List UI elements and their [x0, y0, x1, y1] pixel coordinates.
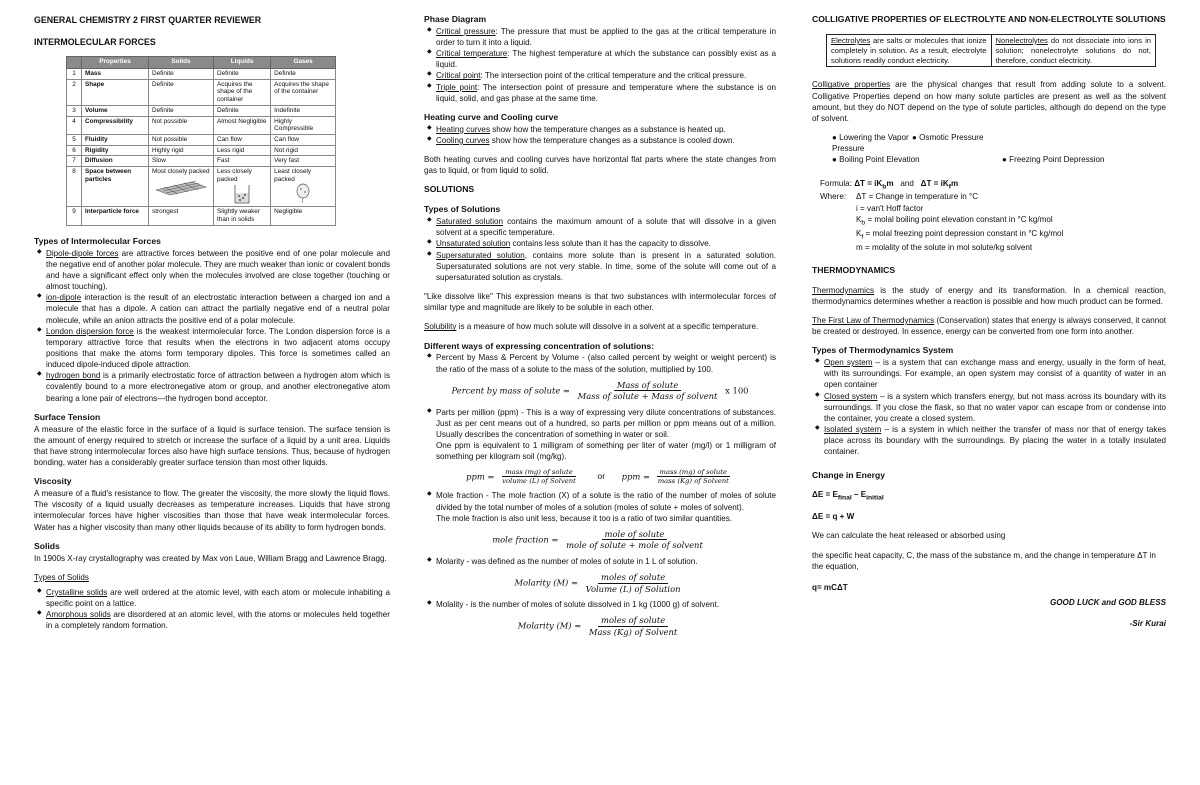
heating-text: Both heating curves and cooling curves have horizontal flat parts where the state changes from gas to liquid, or from liquid to solid.: [424, 155, 776, 176]
list-item: ● Lowering the Vapor Pressure: [832, 133, 909, 154]
term: ion-dipole: [46, 293, 82, 303]
formula-lhs: ppm =: [621, 471, 651, 481]
list-item: [46, 370, 390, 403]
gas-cell: Indefinite: [271, 105, 336, 116]
solutions-heading: SOLUTIONS: [424, 184, 475, 195]
formula-fp: [920, 178, 959, 191]
eq-sub: final: [837, 494, 852, 502]
term: Isolated system: [824, 425, 882, 435]
property-cell: Diffusion: [82, 156, 149, 167]
definition: is the weakest intermolecular force. The London dispersion force is a temporary attractive force that results when the electrons in two adjacent atoms occupy positions that make the atoms form temporary dipoles. This force is sometimes called an induced dipole-induced dipole attraction.: [46, 326, 390, 370]
formula-lhs: ppm =: [466, 471, 495, 481]
solid-cell: Definite: [149, 69, 214, 80]
definition: interaction is the result of an electrostatic interaction between a charged ion and a molecule that has a dipole. A cation can attract the partially negative end of a neutral polar molecule, while an anion attracts the positive end of a polar molecule.: [46, 293, 390, 325]
row-number: 3: [67, 105, 82, 116]
row-number: 8: [67, 166, 82, 206]
solids-heading: Solids: [34, 540, 60, 551]
numerator: mass (mg) of solute: [657, 468, 731, 477]
list-item: [436, 216, 776, 238]
property-cell: Fluidity: [82, 134, 149, 145]
first-law-text: [812, 315, 1166, 337]
definition: : The intersection point of pressure and temperature where the substance is on liquid, solid, and gas phase at the same time.: [436, 82, 776, 103]
colligative-properties-list: [812, 132, 1166, 165]
document-title: GENERAL CHEMISTRY 2 FIRST QUARTER REVIEWER: [34, 15, 262, 25]
liquid-cell: [214, 166, 271, 206]
formula-sub: b: [882, 183, 887, 191]
solid-cell-text: Most closely packed: [152, 167, 210, 175]
denominator: Volume (L) of Solution: [585, 583, 681, 594]
list-item: [824, 357, 1166, 390]
mole-fraction-formula: [424, 529, 776, 551]
solid-cell: strongest: [149, 207, 214, 225]
colligative-text: [812, 79, 1166, 124]
fraction: [583, 572, 684, 594]
gas-cell: Negligible: [271, 207, 336, 225]
term: Cooling curves: [436, 135, 490, 145]
numerator: moles of solute: [598, 615, 668, 627]
gas-cell: Can flow: [271, 134, 336, 145]
property-cell: Volume: [82, 105, 149, 116]
cp-row: [832, 154, 1166, 165]
where-block: [820, 191, 1166, 252]
ppm-formulas: [424, 468, 776, 486]
term: Supersaturated solution: [436, 250, 525, 260]
property-cell: Interparticle force: [82, 207, 149, 225]
formula-lhs: Molarity (M) =: [514, 577, 578, 588]
denominator: mass (Kg) of Solvent: [657, 477, 729, 485]
table-header-cell: [67, 57, 82, 69]
liquid-cell: Less rigid: [214, 145, 271, 156]
term: Critical pressure: [436, 26, 496, 36]
thermodynamics-text: [812, 285, 1166, 307]
liquid-cell: Definite: [214, 69, 271, 80]
term: Crystalline solids: [46, 587, 108, 597]
heat-text-1: We can calculate the heat released or absorbed using: [812, 531, 1006, 541]
formula-lhs: Molarity (M) =: [517, 620, 582, 631]
formula-part: ΔT = iK: [854, 178, 883, 188]
definition: : The intersection point of the critical temperature and the critical pressure.: [480, 71, 747, 81]
heat-equation: q= mCΔT: [812, 582, 848, 592]
percent-mass-formula: [424, 380, 776, 402]
molarity-formula: [424, 572, 776, 594]
states-of-matter-table: [66, 56, 336, 225]
row-number: 7: [67, 156, 82, 167]
liquid-beaker-illustration: [217, 183, 267, 205]
table-row: [67, 79, 336, 105]
term: Critical point: [436, 71, 481, 81]
heating-curve-heading: Heating curve and Cooling curve: [424, 111, 559, 122]
row-number: 5: [67, 134, 82, 145]
formula-bp: [854, 178, 894, 191]
column-right: [812, 14, 1166, 785]
nonelectrolyte-cell: [991, 34, 1156, 67]
electrolyte-table: [826, 34, 1156, 68]
change-energy-heading: Change in Energy: [812, 469, 886, 480]
formula-lhs: mole fraction =: [492, 534, 559, 545]
column-middle: [424, 14, 776, 785]
definition: , contains more solute than is present in a saturated solution. Supersaturated solutions are not very stable. In time, some of the solute will come out of a supersaturated solution as crystals.: [436, 250, 776, 282]
property-cell: Mass: [82, 69, 149, 80]
formula-block: [812, 178, 1166, 253]
row-number: 4: [67, 116, 82, 134]
concentration-heading: Different ways of expressing concentration of solutions:: [424, 340, 655, 351]
numerator: Mass of solute: [614, 380, 681, 392]
solubility-text: [424, 321, 776, 332]
table-header-cell: Properties: [82, 57, 149, 69]
where-item: [856, 228, 1063, 242]
gas-cell-text: Least closely packed: [274, 167, 312, 183]
definition: contains the maximum amount of a solute that will dissolve in a given solvent at a specific temperature.: [436, 217, 777, 238]
list-item: ● Boiling Point Elevation: [832, 155, 920, 165]
surface-tension-heading: Surface Tension: [34, 411, 101, 422]
gas-cell: [271, 166, 336, 206]
term: Heating curves: [436, 124, 490, 134]
like-dissolve-text: "Like dissolve like" This expression means is that two substances with intermolecular forces of similar type and magnitude are likely to be soluble in each other.: [424, 292, 776, 313]
row-number: 6: [67, 145, 82, 156]
thermodynamics-heading: THERMODYNAMICS: [812, 264, 896, 275]
table-header-cell: Solids: [149, 57, 214, 69]
term: The First Law of Thermodynamics: [812, 315, 935, 325]
gas-cell: Definite: [271, 69, 336, 80]
viscosity-heading: Viscosity: [34, 476, 72, 487]
table-header-cell: Liquids: [214, 57, 271, 69]
denominator: Mass (Kg) of Solvent: [588, 626, 678, 637]
heating-list: [424, 124, 776, 146]
row-number: 1: [67, 69, 82, 80]
viscosity-text: A measure of a fluid's resistance to flow. The greater the viscosity, the more slowly the liquid flows. The viscosity of a liquid usually decreases as temperature increases. Liquids that have strong intermolecular forces have higher viscosities than those that have weak intermolecular forces. Water has a higher viscosity than many other liquids because of its ability to form hydrogen bonds.: [34, 489, 390, 532]
where-item: m = molality of the solute in mol solute/kg solvent: [856, 242, 1033, 252]
table-row: [67, 105, 336, 116]
list-item: [46, 609, 390, 631]
eq-sub: initial: [866, 494, 884, 502]
fraction: [499, 468, 579, 486]
row-number: 2: [67, 79, 82, 105]
formula-sub: f: [948, 183, 951, 191]
fraction: [575, 380, 721, 402]
term: Closed system: [824, 391, 878, 401]
delta-e-equation-1: [812, 489, 1166, 503]
gas-cell: Highly Compressible: [271, 116, 336, 134]
gas-cell: Very fast: [271, 156, 336, 167]
eq-part: ΔE = E: [812, 490, 838, 500]
term: Nonelectrolytes: [995, 35, 1048, 45]
list-item: ● Freezing Point Depression: [1002, 155, 1105, 165]
where-item: ΔT = Change in temperature in °C: [856, 192, 979, 202]
list-item: [436, 352, 776, 374]
cp-label: Lowering the Vapor Pressure: [832, 133, 909, 154]
definition: (Conservation) states that energy is always conserved, it cannot be created or destroyed. In essence, energy can be converted from one form into another.: [812, 315, 1166, 337]
numerator: moles of solute: [598, 572, 668, 584]
definition: are the physical changes that result from adding solute to a solvent. Colligative Properties depend on how many solute particles are present as well as the solvent amount, but they do NOT depend on the type of solute particles, although do depend on the type of solvent.: [812, 80, 1166, 123]
liquid-cell: Fast: [214, 156, 271, 167]
definition: are salts or molecules that ionize completely in solution. As a result, electrolyte solutions readily conduct electricity.: [831, 35, 987, 65]
term: Open system: [824, 358, 873, 368]
types-solids-heading: Types of Solids: [34, 572, 89, 582]
table-row: [67, 156, 336, 167]
definition: Molality - is the number of moles of solute dissolved in 1 kg (1000 g) of solvent.: [436, 600, 719, 610]
list-item: [436, 407, 776, 440]
molality-list: [424, 599, 776, 610]
list-item: [436, 48, 776, 70]
definition: are disordered at an atomic level, with the atoms or molecules held together in a completely random formation.: [46, 610, 390, 631]
list-item: [46, 292, 390, 325]
list-item: [436, 82, 776, 104]
property-cell: Rigidity: [82, 145, 149, 156]
list-item: [436, 599, 776, 610]
fraction: [655, 468, 732, 486]
liquid-cell: Acquires the shape of the container: [214, 79, 271, 105]
solid-cell: Not possible: [149, 134, 214, 145]
table-row: [67, 166, 336, 206]
column-left: [34, 14, 390, 785]
definition: contains less solute than it has the capacity to dissolve.: [510, 239, 711, 249]
definition: do not dissociate into ions in solution; nonelectrolyte solutions do not, therefore, conduct electricity.: [995, 35, 1151, 65]
ppm-list: [424, 407, 776, 440]
term: Colligative properties: [812, 80, 891, 90]
delta-e-equation-2: ΔE = q + W: [812, 512, 855, 522]
types-solutions-heading: Types of Solutions: [424, 204, 501, 215]
cp-label: Osmotic Pressure: [919, 133, 984, 143]
list-item: [824, 424, 1166, 457]
solids-list: [34, 587, 390, 632]
term: Unsaturated solution: [436, 239, 511, 249]
solid-cell: Definite: [149, 79, 214, 105]
list-item: [436, 26, 776, 48]
concentration-list: [424, 352, 776, 374]
where-sub: f: [861, 233, 864, 241]
term: Electrolytes: [831, 35, 871, 45]
gas-cell: Acquires the shape of the container: [271, 79, 336, 105]
definition: show how the temperature changes as a substance is cooled down.: [489, 135, 735, 145]
electrolyte-cell: [827, 34, 992, 67]
liquid-cell: Definite: [214, 105, 271, 116]
property-cell: Shape: [82, 79, 149, 105]
denominator: Mass of solute + Mass of solvent: [577, 391, 718, 402]
table-row: [67, 116, 336, 134]
definition: is the study of energy and its transformation. In a chemical reaction, thermodynamics determines whether a reaction is possible and how much product can be formed.: [812, 285, 1166, 306]
numerator: mole of solute: [602, 529, 668, 541]
term: Critical temperature: [436, 49, 508, 59]
formula-and: and: [900, 178, 914, 188]
formula-tail: x 100: [725, 385, 749, 396]
list-item: [46, 248, 390, 293]
list-item: [436, 70, 776, 81]
cp-row: [832, 132, 1166, 154]
phase-diagram-heading: Phase Diagram: [424, 14, 487, 24]
table-row: [67, 69, 336, 80]
definition: : The highest temperature at which the substance can possibly exist as a liquid.: [436, 49, 777, 70]
formula-part: m: [950, 178, 959, 188]
list-item: [436, 490, 776, 512]
solid-cell: Not possible: [149, 116, 214, 134]
definition: are well ordered at the atomic level, with each atom or molecule inhabiting a specific point on a lattice.: [46, 587, 390, 609]
colligative-heading: COLLIGATIVE PROPERTIES OF ELECTROLYTE AND NON-ELECTROLYTE SOLUTIONS: [812, 14, 1166, 24]
liquid-cell-text: Less closely packed: [217, 167, 252, 183]
types-system-heading: Types of Thermodynamics System: [812, 345, 954, 356]
types-imf-heading: Types of Intermolecular Forces: [34, 235, 161, 246]
term: Triple point: [436, 82, 478, 92]
signature: -Sir Kurai: [1129, 619, 1166, 629]
definition: is a primarily electrostatic force of attraction between a hydrogen atom which is covalently bound to a more electronegative atom or group, and another electronegative atom bearing a lone pair of electrons—the hydrogen bond acceptor.: [46, 371, 390, 403]
system-list: [812, 357, 1166, 457]
list-item: [46, 587, 390, 609]
formula-part: m: [886, 178, 894, 188]
term: Thermodynamics: [812, 285, 875, 295]
list-item: [436, 556, 776, 567]
where-label: Where:: [820, 192, 847, 202]
term: Solubility: [424, 322, 457, 332]
term: hydrogen bond: [46, 371, 101, 381]
denominator: mole of solute + mole of solvent: [566, 540, 703, 551]
definition: show how the temperature changes as a substance is heated up.: [490, 124, 726, 134]
formula-label: Formula:: [820, 178, 852, 188]
fraction: [586, 615, 680, 637]
definition: – is a system in which neither the transfer of mass nor that of energy takes place across its boundary with the surroundings. By placing the water in a totally insulated container.: [824, 425, 1166, 457]
cp-label: Freezing Point Depression: [1009, 155, 1105, 165]
where-text: = molal boiling point elevation constant in °C kg/mol: [865, 214, 1053, 224]
good-luck-text: GOOD LUCK and GOD BLESS: [1049, 598, 1166, 608]
denominator: volume (L) of Solvent: [502, 477, 576, 485]
table-header-row: [67, 57, 336, 69]
list-item: [436, 135, 776, 146]
where-text: = molal freezing point depression constant in °C kg/mol: [863, 228, 1064, 238]
where-symbol: K: [856, 228, 862, 238]
list-item: [46, 326, 390, 371]
mole-text-2: The mole fraction is also unit less, because it too is a ratio of two similar quantities.: [436, 513, 733, 523]
imf-list: [34, 248, 390, 404]
property-cell: Space between particles: [82, 166, 149, 206]
definition: – is a system which transfers energy, but not mass across its boundary with its surroundings. If you close the flask, so that no water vapor can escape from or condense into the container, you create a closed system.: [824, 391, 1167, 423]
solid-cell: Slow: [149, 156, 214, 167]
list-item: [436, 124, 776, 135]
solid-cell: Highly rigid: [149, 145, 214, 156]
molarity-list: [424, 556, 776, 567]
where-symbol: K: [856, 214, 862, 224]
solid-cell: [149, 166, 214, 206]
mole-fraction-list: [424, 490, 776, 512]
formula-lhs: Percent by mass of solute =: [451, 385, 570, 396]
numerator: mass (mg) of solute: [502, 468, 576, 477]
liquid-cell: Can flow: [214, 134, 271, 145]
where-sub: b: [861, 219, 866, 227]
gas-cell: Not rigid: [271, 145, 336, 156]
solid-cell: Definite: [149, 105, 214, 116]
definition: Percent by Mass & Percent by Volume - (also called percent by weight or weight percent) is the ratio of the mass of a solute to the mass of the solution, multiplied by 100.: [436, 353, 776, 374]
definition: is a measure of how much solute will dissolve in a solvent at a specific temperature.: [456, 322, 759, 332]
formula-part: ΔT = iK: [920, 178, 949, 188]
ppm-text-2: One ppm is equivalent to 1 milligram of something per liter of water (mg/l) or 1 milligram of something per kilogram soil (mg/kg).: [436, 441, 776, 462]
formula-line: [820, 178, 1166, 192]
gas-balloon-illustration: [274, 183, 332, 205]
definition: : The pressure that must be applied to the gas at the critical temperature in order to turn it into a liquid.: [436, 26, 776, 48]
definition: Molarity - was defined as the number of moles of solute in 1 L of solution.: [436, 556, 698, 566]
molality-formula: [424, 615, 776, 637]
heat-text-2: the specific heat capacity, C, the mass of the substance m, and the change in temperature ΔT in the equation,: [812, 550, 1156, 571]
fraction: [563, 529, 706, 551]
term: Saturated solution: [436, 217, 504, 227]
imf-heading: INTERMOLECULAR FORCES: [34, 37, 156, 48]
solutions-list: [424, 216, 776, 283]
definition: Parts per million (ppm) - This is a way of expressing very dilute concentrations of substances. Just as per cent means out of a hundred, so parts per million or ppm means out of a million. Usually describes the concentration of something in water or soil.: [436, 407, 776, 440]
solid-particles-illustration: [152, 176, 210, 198]
where-item: i = van't Hoff factor: [856, 203, 924, 213]
term: Dipole-dipole forces: [46, 248, 119, 258]
liquid-cell: Slightly weaker than in solids: [214, 207, 271, 225]
definition: Mole fraction - The mole fraction (X) of a solute is the ratio of the number of moles of solute divided by the total number of moles of a solution (moles of solute + moles of solvent).: [436, 491, 776, 512]
definition: are attractive forces between the positive end of one polar molecule and the negative end of another polar molecule. They are much weaker than ionic or covalent bonds and have a significant effect only when the molecules involved are close together (touching or almost touching).: [46, 248, 390, 292]
term: London dispersion force: [46, 326, 134, 336]
table-row: [67, 134, 336, 145]
list-item: [824, 391, 1166, 424]
table-row: [67, 207, 336, 225]
property-cell: Compressibility: [82, 116, 149, 134]
term: Amorphous solids: [46, 610, 111, 620]
list-item: [436, 238, 776, 249]
table-header-cell: Gases: [271, 57, 336, 69]
table-row: [67, 145, 336, 156]
cp-label: Boiling Point Elevation: [839, 155, 920, 165]
list-item: [436, 250, 776, 283]
list-item: ● Osmotic Pressure: [912, 133, 984, 143]
phase-list: [424, 26, 776, 104]
definition: – is a system that can exchange mass and energy, usually in the form of heat, with its surroundings. For example, an open system may consist of a quantity of water in an open container: [824, 358, 1166, 390]
solids-text: In 1900s X-ray crystallography was created by Max von Laue, William Bragg and Lawrence Bragg.: [34, 553, 387, 563]
eq-part: – E: [851, 490, 867, 500]
or-label: or: [597, 471, 605, 481]
liquid-cell: Almost Negligible: [214, 116, 271, 134]
row-number: 9: [67, 207, 82, 225]
where-list: [856, 191, 1063, 252]
table-row: [827, 34, 1156, 67]
surface-tension-text: A measure of the elastic force in the surface of a liquid is surface tension. The surface tension is the amount of energy required to stretch or increase the surface of a liquid by a unit area. Liquids that have strong intermolecular forces also have high surface tensions. Thus, because of hydrogen bonding, water has a considerably greater surface tension than most other liquids.: [34, 424, 390, 468]
where-item: [856, 214, 1063, 228]
